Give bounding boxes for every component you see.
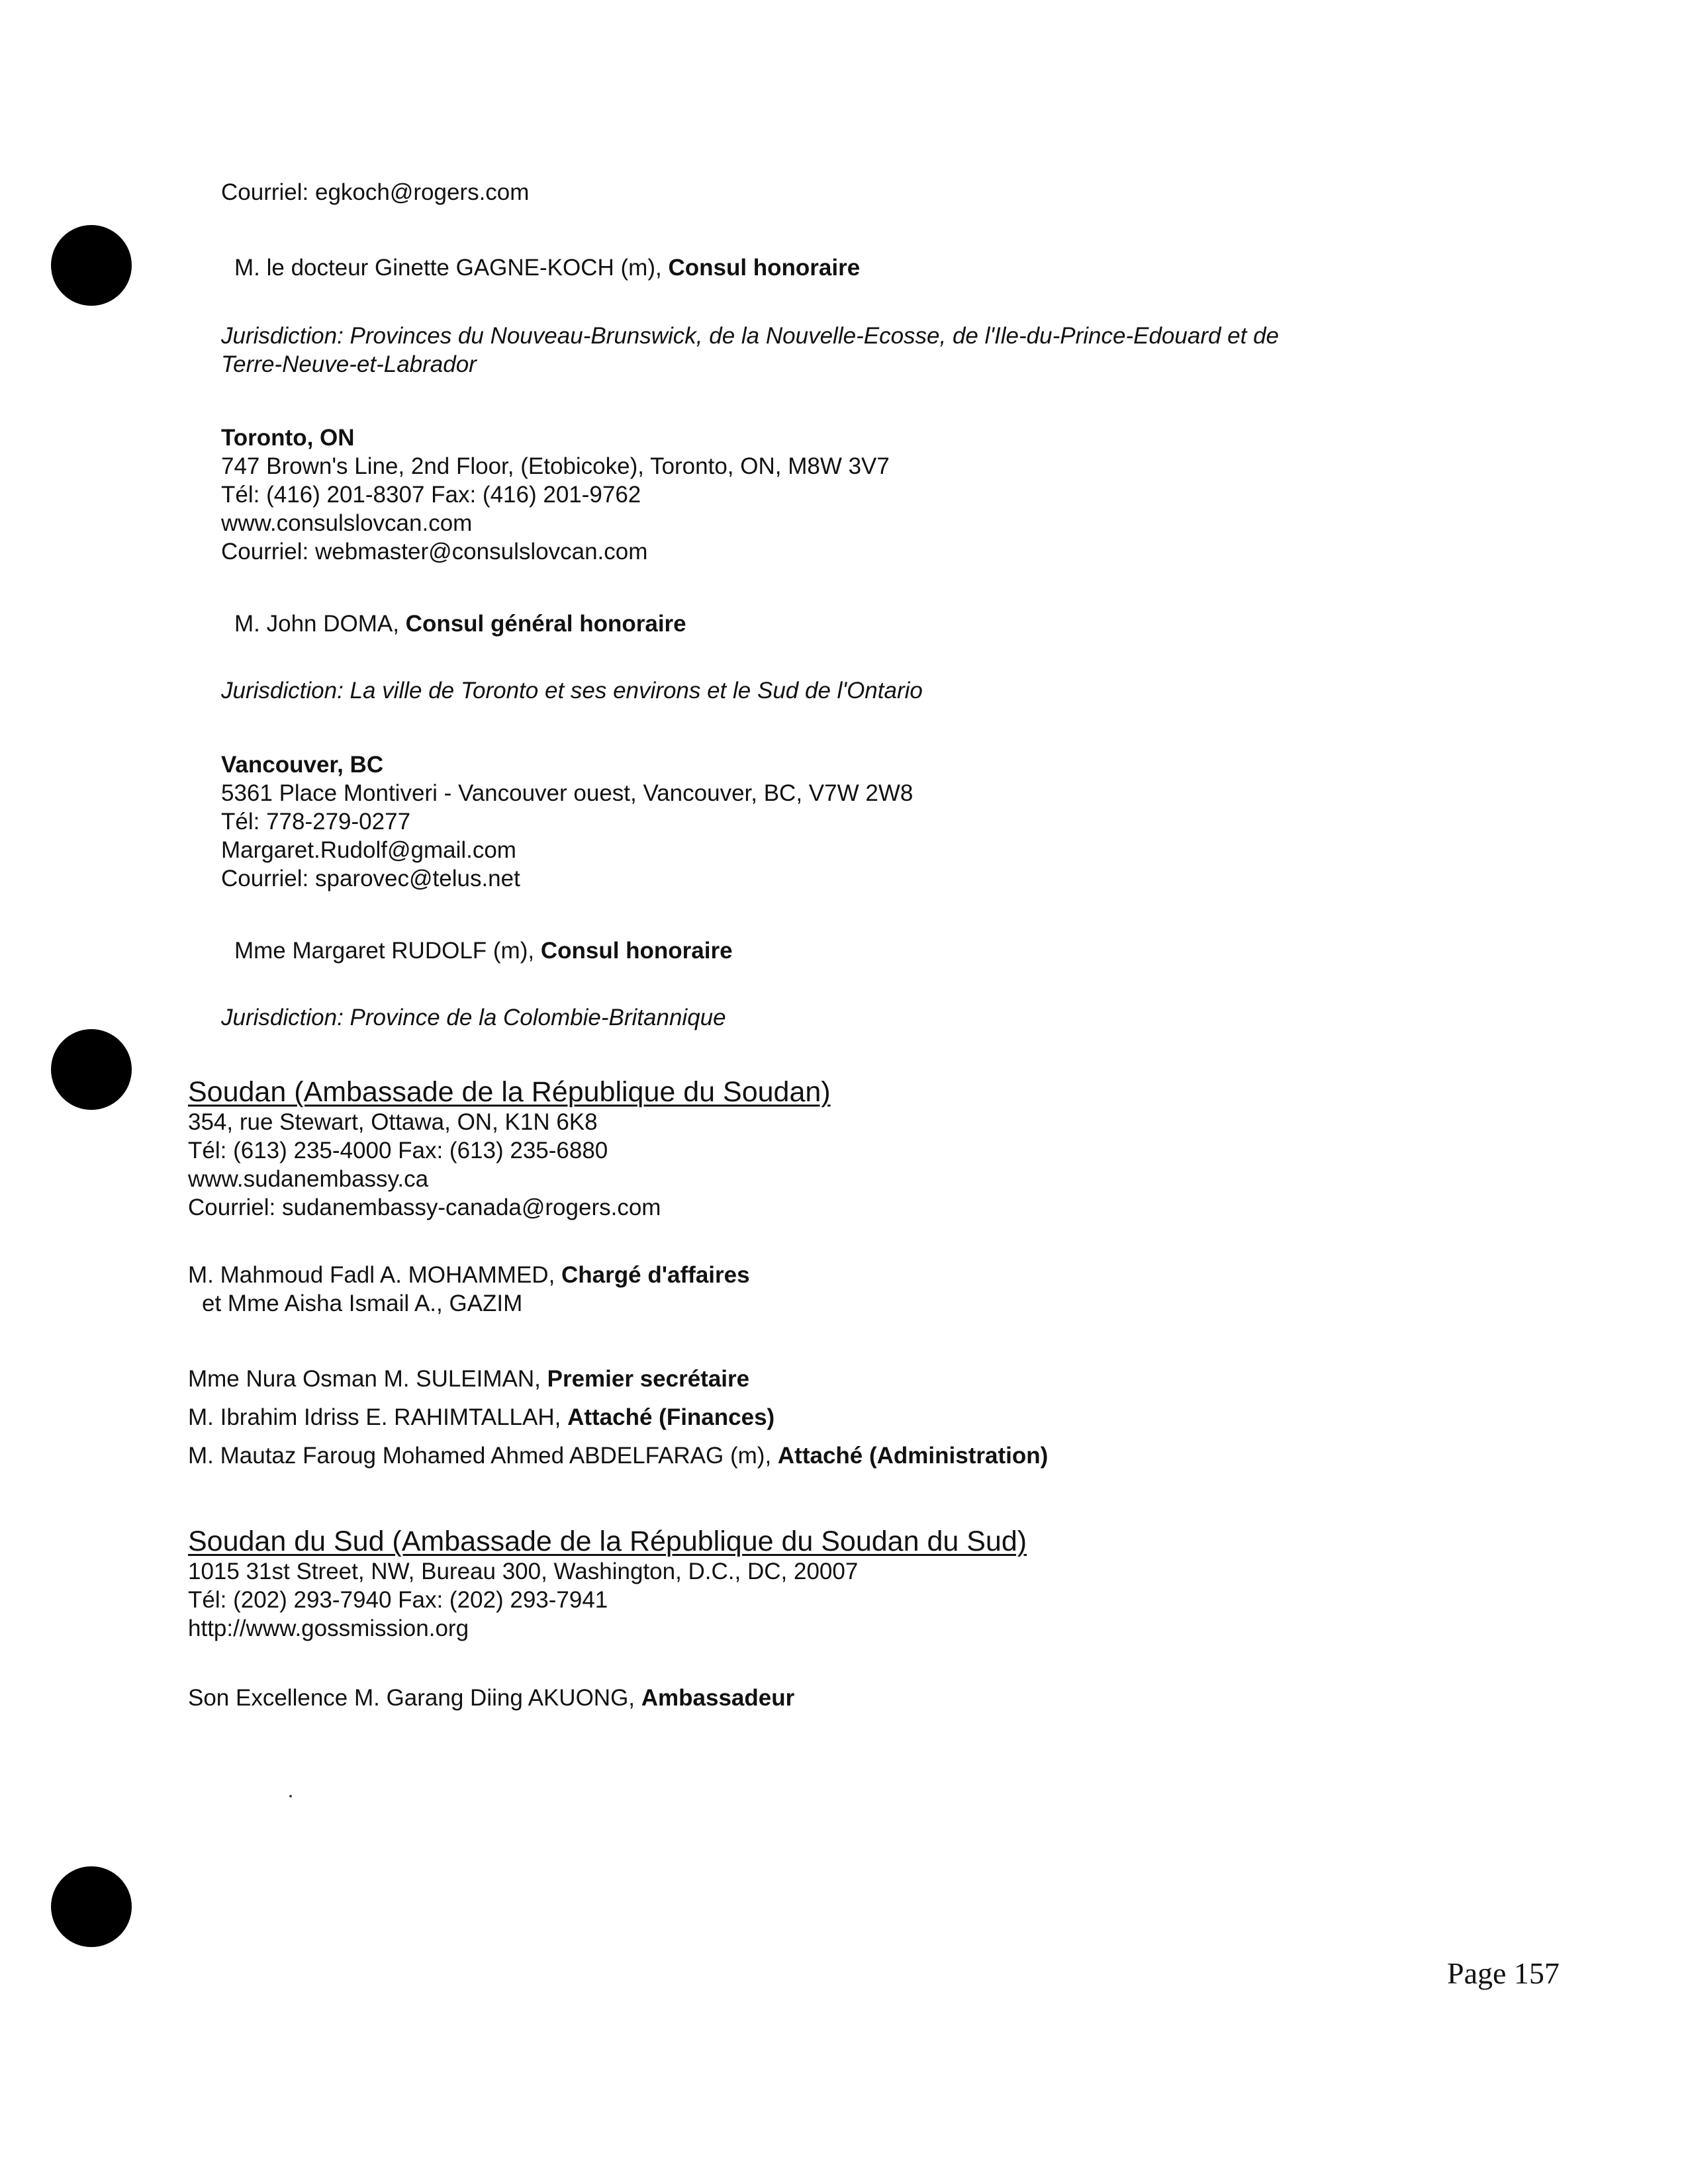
staff-name: M. Mahmoud Fadl A. MOHAMMED,	[188, 1262, 562, 1288]
staff-name: Mme Nura Osman M. SULEIMAN,	[188, 1366, 547, 1392]
jurisdiction-line: Jurisdiction: La ville de Toronto et ses environs et le Sud de l'Ontario	[221, 678, 923, 704]
staff-line	[188, 1442, 1048, 1470]
consul-name: Mme Margaret RUDOLF (m),	[234, 938, 541, 964]
website-line: www.sudanembassy.ca	[188, 1166, 429, 1192]
consul-name: M. le docteur Ginette GAGNE-KOCH (m),	[234, 255, 669, 281]
city-heading-toronto: Toronto, ON	[221, 425, 355, 451]
embassy-heading-sudan: Soudan (Ambassade de la République du Soudan)	[188, 1076, 831, 1108]
consul-line	[234, 610, 686, 638]
binder-hole-top	[51, 225, 132, 306]
embassy-heading-south-sudan: Soudan du Sud (Ambassade de la République du Soudan du Sud)	[188, 1525, 1027, 1557]
jurisdiction-line-continued: Terre-Neuve-et-Labrador	[221, 351, 477, 377]
consul-title: Consul honoraire	[668, 255, 861, 281]
binder-hole-bottom	[51, 1866, 132, 1947]
consul-line	[234, 937, 733, 965]
spouse-line: et Mme Aisha Ismail A., GAZIM	[202, 1291, 523, 1316]
website-line: www.consulslovcan.com	[221, 510, 473, 536]
staff-name: M. Ibrahim Idriss E. RAHIMTALLAH,	[188, 1404, 568, 1430]
address-line: 1015 31st Street, NW, Bureau 300, Washington, D.C., DC, 20007	[188, 1559, 859, 1584]
address-line: 354, rue Stewart, Ottawa, ON, K1N 6K8	[188, 1109, 598, 1135]
consul-line	[234, 254, 860, 282]
phone-line: Tél: 778-279-0277	[221, 809, 411, 835]
staff-line	[188, 1365, 749, 1393]
website-line: Margaret.Rudolf@gmail.com	[221, 837, 516, 863]
staff-name: M. Mautaz Faroug Mohamed Ahmed ABDELFARAG (m),	[188, 1443, 778, 1469]
staff-line	[188, 1261, 750, 1289]
phone-line: Tél: (202) 293-7940 Fax: (202) 293-7941	[188, 1587, 608, 1613]
jurisdiction-line: Jurisdiction: Province de la Colombie-Britannique	[221, 1005, 726, 1030]
ambassador-name: Son Excellence M. Garang Diing AKUONG,	[188, 1685, 641, 1711]
staff-line	[188, 1404, 774, 1432]
binder-hole-middle	[51, 1029, 132, 1110]
staff-title: Premier secrétaire	[547, 1366, 750, 1392]
staff-title: Chargé d'affaires	[561, 1262, 750, 1288]
staff-title: Attaché (Finances)	[567, 1404, 775, 1430]
consul-name: M. John DOMA,	[234, 611, 406, 637]
email-line: Courriel: egkoch@rogers.com	[221, 179, 530, 205]
email-line: Courriel: webmaster@consulslovcan.com	[221, 539, 648, 565]
address-line: 5361 Place Montiveri - Vancouver ouest, Vancouver, BC, V7W 2W8	[221, 780, 914, 806]
consul-title: Consul général honoraire	[405, 611, 686, 637]
address-line: 747 Brown's Line, 2nd Floor, (Etobicoke), Toronto, ON, M8W 3V7	[221, 453, 890, 479]
phone-line: Tél: (613) 235-4000 Fax: (613) 235-6880	[188, 1138, 608, 1163]
email-line: Courriel: sparovec@telus.net	[221, 866, 520, 891]
city-heading-vancouver: Vancouver, BC	[221, 752, 384, 778]
page-number: Page 157	[1447, 1956, 1560, 1990]
scan-speck	[289, 1795, 292, 1797]
website-line: http://www.gossmission.org	[188, 1615, 469, 1641]
jurisdiction-line: Jurisdiction: Provinces du Nouveau-Brunswick, de la Nouvelle-Ecosse, de l'Ile-du-Prince-Edouard et de	[221, 323, 1280, 349]
phone-line: Tél: (416) 201-8307 Fax: (416) 201-9762	[221, 482, 641, 508]
consul-title: Consul honoraire	[540, 938, 733, 964]
staff-title: Attaché (Administration)	[777, 1443, 1049, 1469]
email-line: Courriel: sudanembassy-canada@rogers.com	[188, 1195, 661, 1220]
ambassador-title: Ambassadeur	[641, 1685, 795, 1711]
ambassador-line	[188, 1684, 794, 1712]
